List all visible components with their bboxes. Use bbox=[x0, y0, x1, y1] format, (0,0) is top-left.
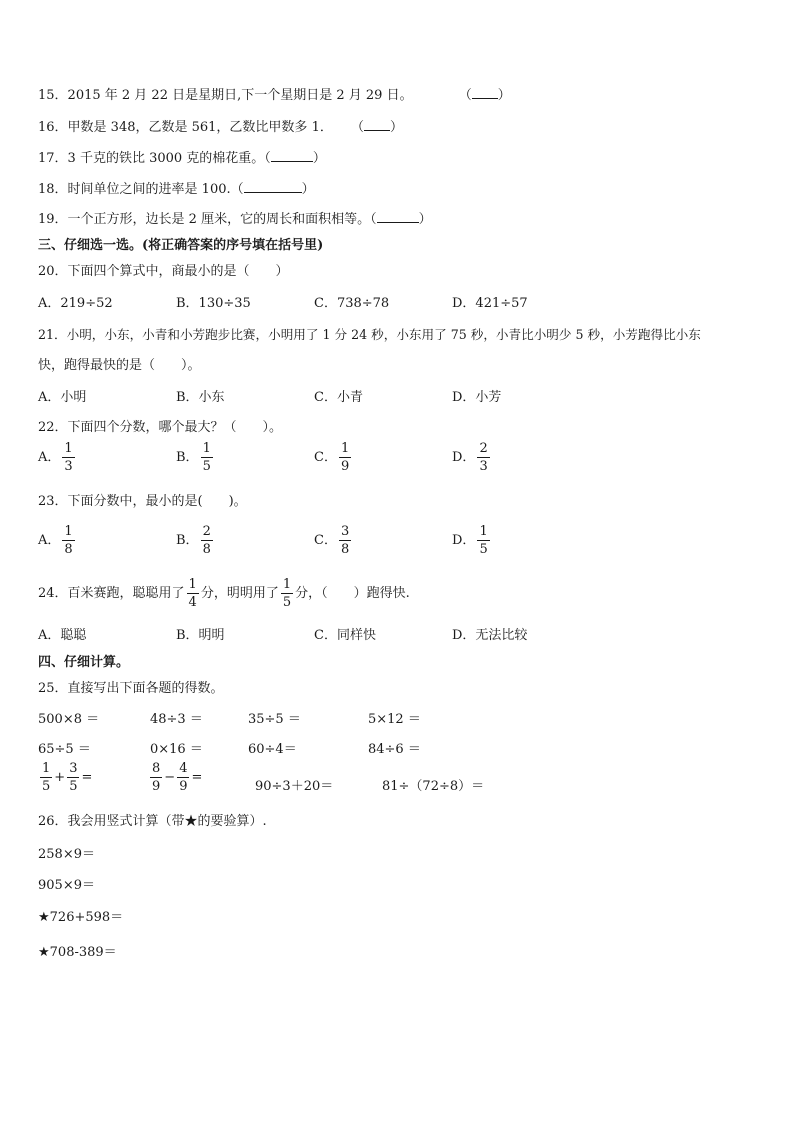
question-18 bbox=[38, 178, 315, 197]
q23-option-a[interactable] bbox=[38, 525, 77, 556]
q24-option-b[interactable]: B．明明 bbox=[176, 628, 225, 643]
q21-option-d[interactable]: D．小芳 bbox=[452, 390, 502, 405]
fraction: $\frac{1}{8}$ bbox=[64, 524, 73, 557]
question-18-text: 18．时间单位之间的进率是 100. bbox=[38, 182, 231, 197]
question-20-text: 20．下面四个算式中，商最小的是（ ） bbox=[38, 264, 289, 279]
q23-option-d[interactable] bbox=[452, 525, 492, 556]
q25-expr: 81÷（72÷8）＝ bbox=[382, 779, 485, 794]
answer-paren-close: ） bbox=[301, 182, 315, 197]
q25-fraction-expr-2: $\frac{8}{9}$ − $\frac{4}{9}$ = bbox=[152, 761, 203, 794]
q22-option-d[interactable] bbox=[452, 442, 492, 473]
section-3-heading: 三、仔细选一选。(将正确答案的序号填在括号里) bbox=[38, 238, 324, 253]
q23-option-c[interactable] bbox=[314, 525, 353, 556]
question-15-text: 15．2015 年 2 月 22 日是星期日,下一个星期日是 2 月 29 日。 bbox=[38, 88, 413, 103]
question-16-text: 16．甲数是 348，乙数是 561，乙数比甲数多 1． bbox=[38, 120, 333, 135]
answer-blank[interactable] bbox=[472, 86, 498, 99]
q25-expr: 35÷5 ＝ bbox=[248, 712, 301, 727]
question-24-middle: 分，明明用了 bbox=[200, 586, 279, 601]
answer-paren-close: ） bbox=[390, 120, 404, 135]
fraction: $\frac{2}{3}$ bbox=[479, 441, 488, 474]
q25-expr: 84÷6 ＝ bbox=[368, 742, 421, 757]
q26-item: 905×9＝ bbox=[38, 878, 95, 893]
option-label: A． bbox=[38, 450, 61, 465]
answer-paren-close: ） bbox=[497, 88, 511, 103]
q25-expr: 48÷3 ＝ bbox=[150, 712, 203, 727]
q20-option-d[interactable]: D．421÷57 bbox=[452, 296, 528, 311]
q25-expr: 5×12 ＝ bbox=[368, 712, 421, 727]
q22-option-b[interactable] bbox=[176, 442, 215, 473]
q21-option-b[interactable]: B．小东 bbox=[176, 390, 225, 405]
answer-blank[interactable] bbox=[244, 180, 302, 193]
question-23-text: 23．下面分数中，最小的是( )。 bbox=[38, 494, 247, 509]
q26-item: ★708-389＝ bbox=[38, 945, 117, 960]
option-label: D． bbox=[452, 450, 476, 465]
answer-blank[interactable] bbox=[364, 118, 390, 131]
q21-option-c[interactable]: C．小青 bbox=[314, 390, 363, 405]
answer-paren-open: （ bbox=[230, 182, 244, 197]
q20-option-c[interactable]: C．738÷78 bbox=[314, 296, 390, 311]
fraction: $\frac{1}{5}$ bbox=[479, 524, 488, 557]
answer-paren-open: （ bbox=[264, 151, 271, 166]
option-label: C． bbox=[314, 450, 337, 465]
fraction: $\frac{2}{8}$ bbox=[202, 524, 211, 557]
question-24 bbox=[38, 578, 410, 609]
answer-paren-open: （ bbox=[458, 88, 472, 103]
question-22-text: 22．下面四个分数，哪个最大？（ ）。 bbox=[38, 420, 283, 435]
answer-paren-close: ） bbox=[312, 151, 326, 166]
question-26-text: 26．我会用竖式计算（带★的要验算）. bbox=[38, 814, 267, 829]
question-24-suffix: 分，（ ）跑得快. bbox=[295, 586, 410, 601]
q22-option-c[interactable] bbox=[314, 442, 353, 473]
question-17 bbox=[38, 147, 326, 166]
q25-expr: 65÷5 ＝ bbox=[38, 742, 91, 757]
q24-option-c[interactable]: C．同样快 bbox=[314, 628, 376, 643]
q26-item: 258×9＝ bbox=[38, 847, 95, 862]
fraction: $\frac{1}{5}$ bbox=[202, 441, 211, 474]
question-16 bbox=[38, 116, 403, 135]
q25-expr: 60÷4＝ bbox=[248, 742, 297, 757]
q22-option-a[interactable] bbox=[38, 442, 77, 473]
fraction: $\frac{3}{8}$ bbox=[340, 524, 350, 557]
option-label: A． bbox=[38, 533, 61, 548]
q25-expr: 500×8 ＝ bbox=[38, 712, 100, 727]
q20-option-b[interactable]: B．130÷35 bbox=[176, 296, 251, 311]
fraction: $\frac{1}{4}$ bbox=[188, 577, 197, 610]
fraction: $\frac{1}{5}$ bbox=[282, 577, 292, 610]
question-25-text: 25．直接写出下面各题的得数。 bbox=[38, 681, 224, 696]
q25-expr: 90÷3＋20＝ bbox=[255, 779, 334, 794]
answer-paren-open: （ bbox=[350, 120, 364, 135]
fraction: $\frac{1}{9}$ bbox=[340, 441, 350, 474]
q24-option-a[interactable]: A．聪聪 bbox=[38, 628, 87, 643]
q23-option-b[interactable] bbox=[176, 525, 215, 556]
q20-option-a[interactable]: A．219÷52 bbox=[38, 296, 113, 311]
answer-paren-open: （ bbox=[370, 212, 377, 227]
question-19-text: 19．一个正方形，边长是 2 厘米，它的周长和面积相等。 bbox=[38, 212, 371, 227]
q24-option-d[interactable]: D．无法比较 bbox=[452, 628, 528, 643]
q25-expr: 0×16 ＝ bbox=[150, 742, 203, 757]
option-label: B． bbox=[176, 450, 199, 465]
answer-blank[interactable] bbox=[271, 149, 313, 162]
fraction: $\frac{1}{3}$ bbox=[64, 441, 73, 474]
q25-fraction-expr-1: $\frac{1}{5}$ + $\frac{3}{5}$ = bbox=[42, 761, 93, 794]
question-21-line2: 快，跑得最快的是（ ）。 bbox=[38, 358, 201, 373]
answer-paren-close: ） bbox=[418, 212, 432, 227]
option-label: B． bbox=[176, 533, 199, 548]
question-15 bbox=[38, 84, 511, 103]
question-21-line1: 21．小明，小东，小青和小芳跑步比赛，小明用了 1 分 24 秒，小东用了 75 秒，小青比小明少 5 秒，小芳跑得比小东 bbox=[38, 327, 701, 342]
option-label: C． bbox=[314, 533, 337, 548]
question-17-text: 17．3 千克的铁比 3000 克的棉花重。 bbox=[38, 151, 265, 166]
answer-blank[interactable] bbox=[377, 210, 419, 223]
question-19 bbox=[38, 208, 432, 227]
option-label: D． bbox=[452, 533, 476, 548]
q21-option-a[interactable]: A．小明 bbox=[38, 390, 87, 405]
question-24-prefix: 24．百米赛跑，聪聪用了 bbox=[38, 586, 185, 601]
q26-item: ★726+598＝ bbox=[38, 910, 124, 925]
section-4-heading: 四、仔细计算。 bbox=[38, 655, 130, 670]
